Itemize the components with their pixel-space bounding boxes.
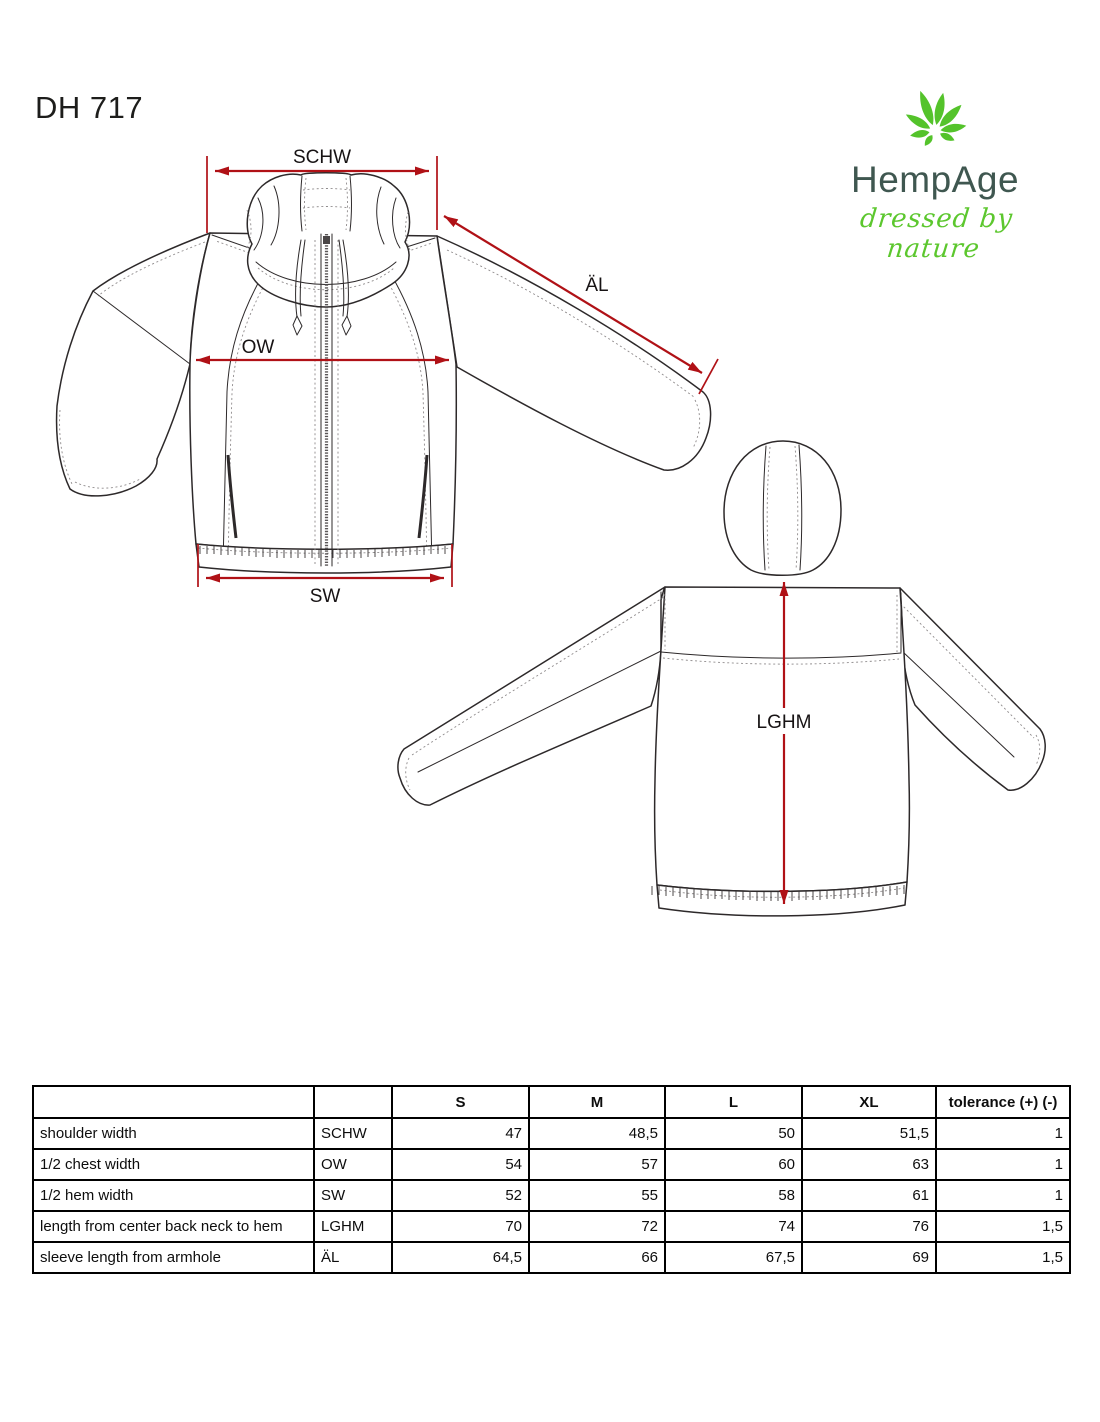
value-s: 47: [392, 1118, 529, 1149]
value-m: 66: [529, 1242, 665, 1273]
front-view-drawing: [57, 147, 718, 607]
page-title: DH 717: [35, 90, 144, 125]
value-m: 48,5: [529, 1118, 665, 1149]
header-size-m: M: [529, 1086, 665, 1118]
value-s: 70: [392, 1211, 529, 1242]
value-l: 50: [665, 1118, 802, 1149]
brand-name: HempAge: [850, 159, 1020, 200]
zipper-slider: [323, 236, 330, 244]
value-xl: 76: [802, 1211, 936, 1242]
value-m: 55: [529, 1180, 665, 1211]
value-tolerance: 1,5: [936, 1211, 1070, 1242]
row-code: ÄL: [314, 1242, 392, 1273]
header-tolerance: tolerance (+) (-): [936, 1086, 1070, 1118]
value-s: 54: [392, 1149, 529, 1180]
table-row-back-length: [33, 1211, 1070, 1242]
value-l: 58: [665, 1180, 802, 1211]
row-code: LGHM: [314, 1211, 392, 1242]
value-xl: 63: [802, 1149, 936, 1180]
value-xl: 51,5: [802, 1118, 936, 1149]
value-tolerance: 1,5: [936, 1242, 1070, 1273]
label-schw: SCHW: [292, 147, 352, 168]
back-view-drawing: [398, 441, 1045, 916]
value-s: 52: [392, 1180, 529, 1211]
brand-tagline: dressed by nature: [858, 204, 1015, 264]
value-tolerance: 1: [936, 1149, 1070, 1180]
label-ow: OW: [241, 337, 275, 358]
value-m: 57: [529, 1149, 665, 1180]
size-table-header-row: [33, 1086, 1070, 1118]
header-size-xl: XL: [802, 1086, 936, 1118]
back-hood: [724, 441, 841, 575]
row-code: SCHW: [314, 1118, 392, 1149]
row-label: length from center back neck to hem: [33, 1211, 314, 1242]
value-s: 64,5: [392, 1242, 529, 1273]
size-table: [32, 1085, 1071, 1274]
header-size-s: S: [392, 1086, 529, 1118]
label-al: ÄL: [585, 275, 609, 296]
value-tolerance: 1: [936, 1118, 1070, 1149]
header-size-l: L: [665, 1086, 802, 1118]
label-lghm: LGHM: [756, 712, 812, 733]
value-l: 74: [665, 1211, 802, 1242]
table-row-shoulder-width: [33, 1118, 1070, 1149]
value-l: 67,5: [665, 1242, 802, 1273]
value-tolerance: 1: [936, 1180, 1070, 1211]
table-row-sleeve-length: [33, 1242, 1070, 1273]
table-row-hem-width: [33, 1180, 1070, 1211]
value-l: 60: [665, 1149, 802, 1180]
value-xl: 69: [802, 1242, 936, 1273]
row-label: 1/2 hem width: [33, 1180, 314, 1211]
row-code: SW: [314, 1180, 392, 1211]
row-label: shoulder width: [33, 1118, 314, 1149]
row-label: sleeve length from armhole: [33, 1242, 314, 1273]
row-label: 1/2 chest width: [33, 1149, 314, 1180]
header-empty-label: [33, 1086, 314, 1118]
table-row-chest-width: [33, 1149, 1070, 1180]
header-empty-code: [314, 1086, 392, 1118]
value-m: 72: [529, 1211, 665, 1242]
row-code: OW: [314, 1149, 392, 1180]
label-sw: SW: [309, 586, 341, 607]
value-xl: 61: [802, 1180, 936, 1211]
